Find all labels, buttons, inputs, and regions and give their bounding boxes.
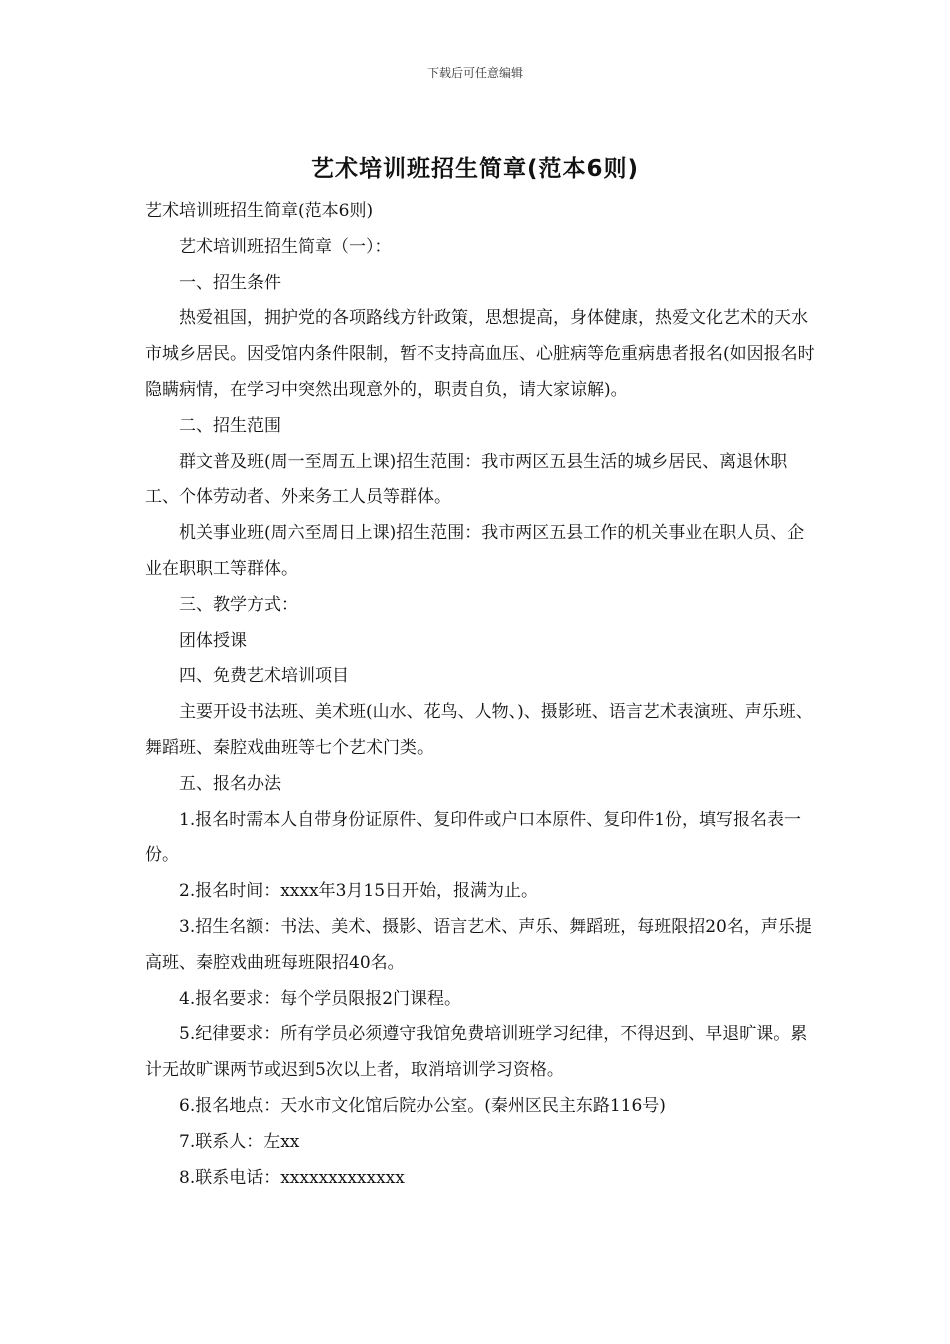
paragraph: 机关事业班(周六至周日上课)招生范围：我市两区五县工作的机关事业在职人员、企业在职职工等群体。 — [145, 523, 805, 579]
paragraph: 2.报名时间：xxxx年3月15日开始，报满为止。 — [179, 881, 539, 902]
document-body — [145, 194, 815, 1196]
paragraph: 群文普及班(周一至周五上课)招生范围：我市两区五县生活的城乡居民、离退休职工、个体劳动者、外来务工人员等群体。 — [145, 451, 788, 508]
paragraph: 3.招生名额：书法、美术、摄影、语言艺术、声乐、舞蹈班，每班限招20名，声乐提高班、秦腔戏曲班每班限招40名。 — [145, 916, 812, 973]
paragraph: 艺术培训班招生简章(范本6则) — [145, 201, 374, 221]
paragraph: 艺术培训班招生简章（一）： — [179, 236, 392, 257]
paragraph: 五、报名办法 — [179, 773, 281, 794]
paragraph: 热爱祖国，拥护党的各项路线方针政策，思想提高，身体健康，热爱文化艺术的天水市城乡居民。因受馆内条件限制，暂不支持高血压、心脏病等危重病患者报名(如因报名时隐瞒病情，在学习中突然出现意外的，职责自负，请大家谅解)。 — [145, 308, 815, 400]
paragraph: 一、招生条件 — [179, 272, 281, 293]
document-title: 艺术培训班招生简章(范本6则) — [310, 156, 640, 182]
paragraph: 1.报名时需本人自带身份证原件、复印件或户口本原件、复印件1份，填写报名表一份。 — [145, 809, 802, 866]
paragraph: 8.联系电话：xxxxxxxxxxxxx — [179, 1167, 405, 1188]
paragraph: 二、招生范围 — [179, 415, 281, 436]
paragraph: 团体授课 — [179, 630, 247, 651]
paragraph: 5.纪律要求：所有学员必须遵守我馆免费培训班学习纪律，不得迟到、早退旷课。累计无故旷课两节或迟到5次以上者，取消培训学习资格。 — [145, 1024, 808, 1081]
header-note: 下载后可任意编辑 — [426, 66, 523, 80]
paragraph: 7.联系人：左xx — [179, 1131, 300, 1152]
paragraph: 主要开设书法班、美术班(山水、花鸟、人物、)、摄影班、语言艺术表演班、声乐班、舞蹈班、秦腔戏曲班等七个艺术门类。 — [145, 702, 813, 758]
paragraph: 4.报名要求：每个学员限报2门课程。 — [179, 988, 462, 1009]
paragraph: 6.报名地点：天水市文化馆后院办公室。(秦州区民主东路116号) — [179, 1095, 666, 1116]
paragraph: 四、免费艺术培训项目 — [179, 666, 349, 687]
paragraph: 三、教学方式： — [179, 594, 298, 615]
